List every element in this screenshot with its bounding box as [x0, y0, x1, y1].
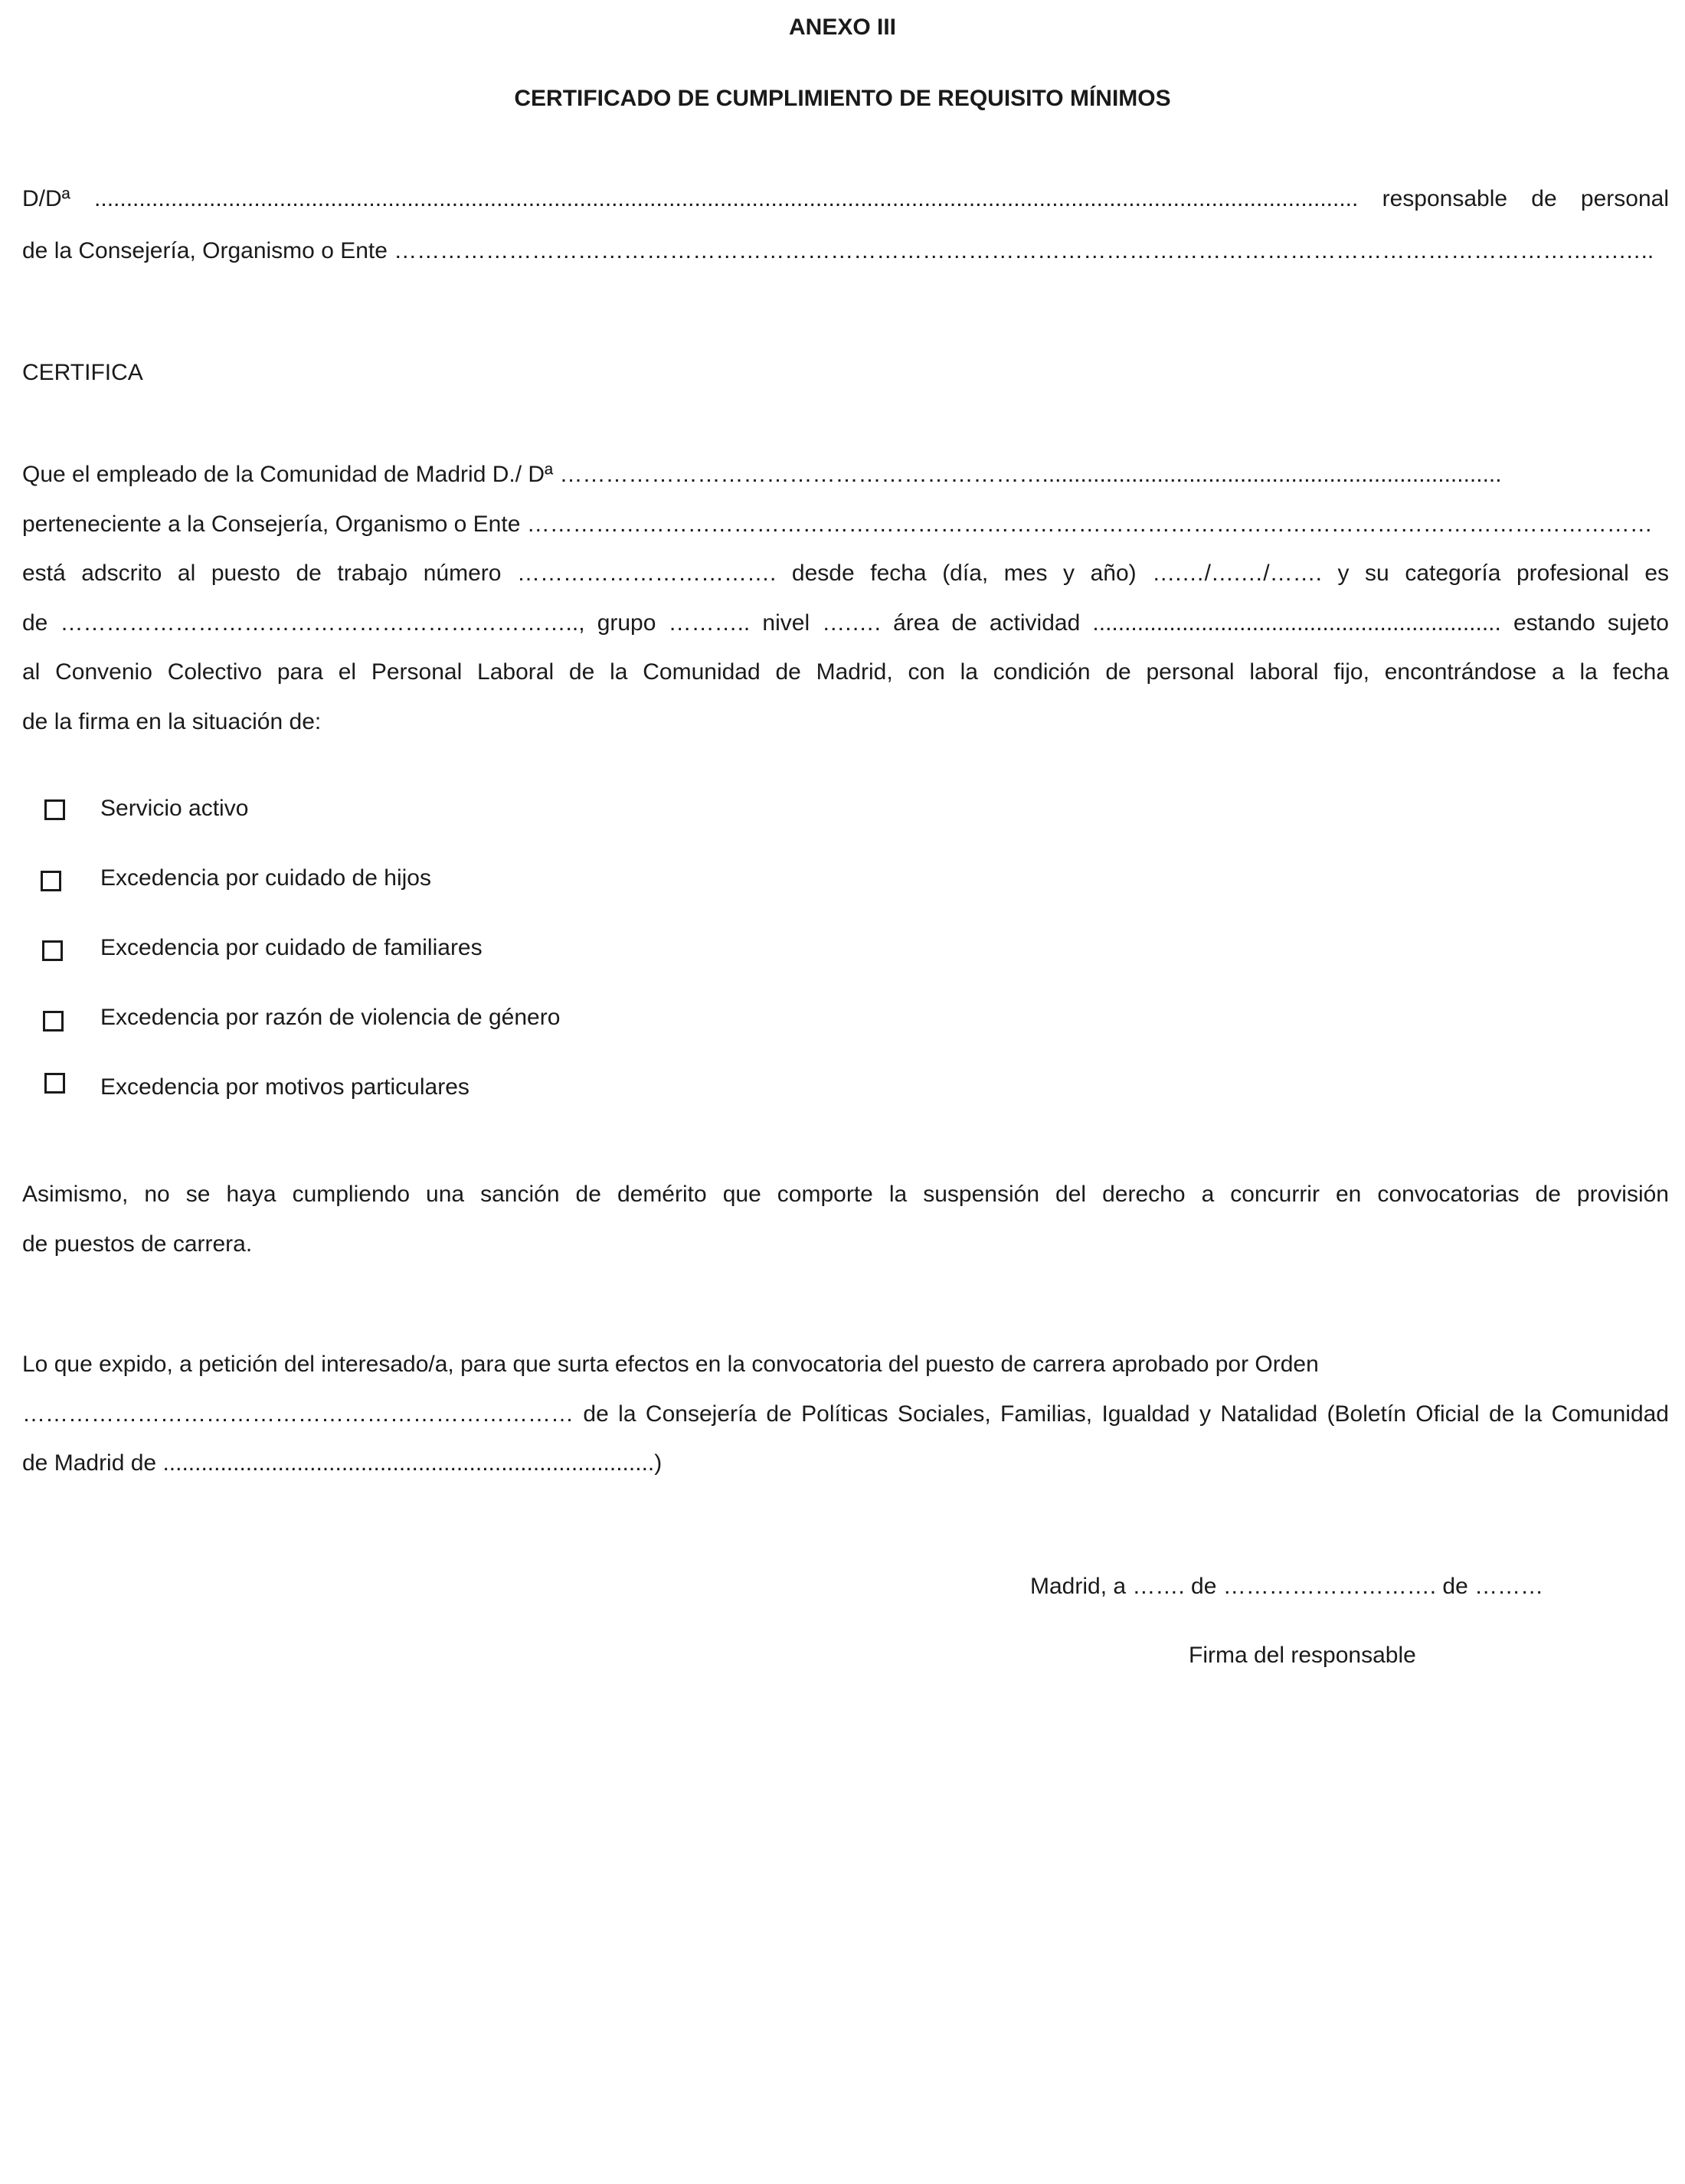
- option-label-violencia-genero: Excedencia por razón de violencia de género: [100, 1005, 561, 1030]
- expido-line-1: Lo que expido, a petición del interesado/a, para que surta efectos en la convocatoria del puesto de carrera aprobado por Orden: [22, 1352, 1319, 1377]
- expido-line-3: de Madrid de .............................................................................): [22, 1450, 663, 1476]
- certifica-heading: CERTIFICA: [22, 360, 143, 385]
- document-title: CERTIFICADO DE CUMPLIMIENTO DE REQUISITO MÍNIMOS: [514, 86, 1171, 111]
- body-line-2: perteneciente a la Consejería, Organismo o Ente …………………………………………………………………………………………………………………………………: [22, 512, 1653, 537]
- annex-heading: ANEXO III: [788, 15, 897, 40]
- body-line-3: está adscrito al puesto de trabajo número ……………………………. desde fecha (día, mes y año) ….…/….…/……. y su categoría profesional es: [22, 561, 1669, 586]
- asimismo-line-2: de puestos de carrera.: [22, 1231, 253, 1257]
- body-line-5: al Convenio Colectivo para el Personal Laboral de la Comunidad de Madrid, con la condición de personal laboral fijo, encontrándose a la fecha: [22, 659, 1669, 685]
- signature-label: Firma del responsable: [1189, 1643, 1416, 1668]
- checkbox-motivos-particulares[interactable]: [44, 1073, 65, 1094]
- body-line-6: de la firma en la situación de:: [22, 709, 322, 734]
- intro-line-1: D/Dª ...................................................................................................................................................................................................... responsable de personal: [22, 186, 1669, 211]
- asimismo-line-1: Asimismo, no se haya cumpliendo una sanción de demérito que comporte la suspensión del derecho a concurrir en convocatorias de provisión: [22, 1182, 1669, 1207]
- checkbox-cuidado-familiares[interactable]: [42, 940, 63, 961]
- checkbox-cuidado-hijos[interactable]: [41, 871, 61, 891]
- body-line-1: Que el empleado de la Comunidad de Madrid D./ Dª ………………………………………………………........................................................................: [22, 462, 1502, 487]
- option-label-cuidado-hijos: Excedencia por cuidado de hijos: [100, 865, 431, 891]
- intro-line-2: de la Consejería, Organismo o Ente …………………………………………………………………………………………………………………………………………….…..: [22, 238, 1654, 263]
- option-label-cuidado-familiares: Excedencia por cuidado de familiares: [100, 935, 483, 960]
- body-line-4: de ………………………………………………………….., grupo ……….. nivel ….…. área de actividad ................................................................ estando sujeto: [22, 610, 1669, 636]
- place-date: Madrid, a ……. de ………………………. de ………: [1030, 1574, 1544, 1599]
- checkbox-servicio-activo[interactable]: [44, 799, 65, 820]
- expido-line-2: ……………………………………………………………… de la Consejería de Políticas Sociales, Familias, Igualdad y Natalidad (Boletín Oficial de la Comunidad: [22, 1401, 1669, 1427]
- checkbox-violencia-genero[interactable]: [43, 1011, 64, 1032]
- option-label-servicio-activo: Servicio activo: [100, 796, 249, 821]
- option-label-motivos-particulares: Excedencia por motivos particulares: [100, 1074, 470, 1100]
